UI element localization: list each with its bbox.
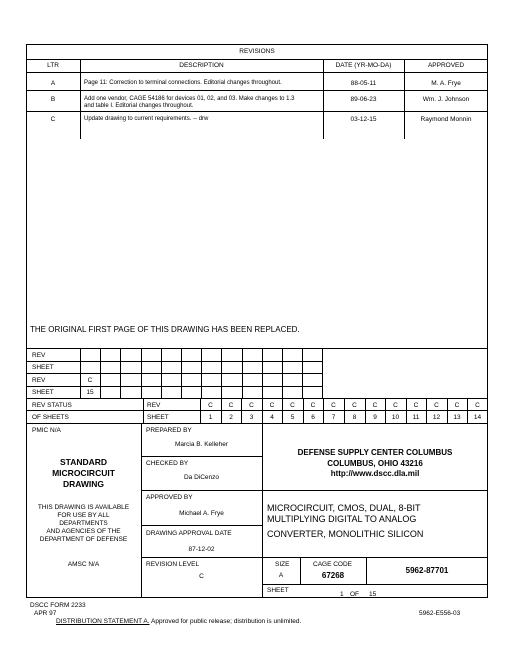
distribution-label: DISTRIBUTION STATEMENT A. [56, 618, 150, 625]
rev-status-rev-cell: C [228, 402, 234, 409]
rev-status-rev-cell: C [434, 402, 439, 409]
replaced-note: THE ORIGINAL FIRST PAGE OF THIS DRAWING HAS BEEN REPLACED. [30, 325, 300, 334]
rev-row-description: Page 11: Correction to terminal connections. Editorial changes throughout. [84, 80, 282, 86]
rev-status-rev-cell: C [413, 402, 419, 409]
rev-status-rev-cell: C [372, 402, 378, 409]
rev-status-sheet-cell: 2 [229, 414, 233, 421]
rev-row-description: Add one vendor, CAGE 54186 for devices 01, 02, and 03. Make changes to 1.3 [84, 96, 295, 102]
grid-line-vertical [161, 348, 162, 398]
standard-title: MICROCIRCUIT [52, 468, 115, 478]
rev-status-rev-cell: C [393, 402, 398, 409]
availability-note: DEPARTMENT OF DEFENSE [39, 536, 128, 543]
grid-rev-value: C [87, 377, 93, 384]
header-ltr: LTR [47, 62, 59, 69]
grid-line-vertical [262, 348, 263, 398]
drawing-title: MICROCIRCUIT, CMOS, DUAL, 8-BIT [267, 503, 421, 513]
rev-row-description: Update drawing to current requirements. -- drw [84, 116, 209, 122]
rev-row-approved: Wm. J. Johnson [422, 96, 470, 103]
rev-row-ltr: C [50, 116, 56, 123]
rev-status-rev-cell: C [310, 402, 316, 409]
grid-label-sheet: SHEET [32, 389, 54, 396]
header-approved: APPROVED [427, 62, 465, 69]
standard-title: DRAWING [62, 479, 105, 489]
rev-status-rev-cell: C [475, 402, 480, 409]
rev-status-rev-cell: C [208, 402, 213, 409]
availability-note: AND AGENCIES OF THE [46, 528, 121, 535]
availability-note: DEPARTMENTS [59, 520, 108, 527]
amsc: AMSC N/A [67, 561, 100, 568]
rev-status-sheet-cell: 11 [412, 414, 420, 421]
sheet-number: 1 [340, 591, 344, 598]
grid-line-vertical [100, 348, 101, 398]
checked-by: Da DiCenzo [183, 474, 220, 481]
grid-line-vertical [181, 348, 182, 398]
grid-label-sheet: SHEET [32, 364, 54, 371]
rev-status-rev-cell: C [331, 402, 336, 409]
header-description: DESCRIPTION [179, 62, 224, 69]
cage-code: 67268 [321, 571, 345, 580]
availability-note: FOR USE BY ALL [57, 512, 110, 519]
rev-status-rev-cell: C [352, 402, 357, 409]
revisions-title: REVISIONS [239, 48, 275, 55]
cage-code-label: CAGE CODE [313, 561, 353, 568]
rev-row-approved: Raymond Monnin [420, 116, 472, 123]
grid-line-vertical [80, 348, 81, 398]
form-number: DSCC FORM 2233 [30, 602, 86, 609]
drawing-title: MULTIPLYING DIGITAL TO ANALOG [267, 514, 417, 524]
prepared-by: Marcia B. Kelleher [174, 441, 229, 448]
rev-status-sheet-label: SHEET [147, 414, 169, 421]
grid-line-vertical [322, 348, 323, 398]
approval-date: 87-12-02 [188, 546, 215, 553]
rev-status-sheet-cell: 9 [373, 414, 377, 421]
part-number: 5962-87701 [405, 566, 449, 575]
pmic: PMIC N/A [32, 427, 61, 434]
rev-row-ltr: B [50, 96, 56, 103]
form-date: APR 97 [34, 610, 57, 617]
rev-status-label: REV STATUS [32, 402, 72, 409]
rev-status-sheet-cell: 8 [352, 414, 357, 421]
distribution-statement [56, 618, 301, 625]
rev-status-rev-cell: C [454, 402, 460, 409]
sheet-total: 15 [369, 591, 377, 598]
rev-row-date: 03-12-15 [350, 116, 377, 123]
standard-title: STANDARD [59, 457, 108, 467]
rev-status-sheet-cell: 12 [432, 414, 441, 421]
dscc-address: COLUMBUS, OHIO 43216 [327, 459, 423, 468]
rev-status-rev-label: REV [147, 402, 161, 409]
approved-by: Michael A. Frye [179, 510, 224, 517]
rev-status-sheet-cell: 10 [391, 414, 400, 421]
size-label: SIZE [275, 561, 290, 568]
approval-date-label: DRAWING APPROVAL DATE [146, 530, 232, 537]
grid-sheet-value: 15 [86, 389, 94, 396]
sheet-label: SHEET [267, 587, 289, 594]
grid-line-vertical [221, 348, 222, 398]
distribution-text: Approved for public release; distribution is unlimited. [149, 618, 302, 625]
rev-status-sheet-cell: 6 [311, 414, 315, 421]
rev-row-ltr: A [50, 80, 56, 87]
rev-status-sheet-cell: 3 [249, 414, 254, 421]
document-number: 5962-E556-03 [419, 610, 461, 617]
dscc-name: DEFENSE SUPPLY CENTER COLUMBUS [297, 448, 453, 457]
grid-line-vertical [120, 348, 121, 398]
grid-label-rev: REV [32, 377, 46, 384]
rev-row-approved: M. A. Frye [431, 80, 461, 87]
grid-line-vertical [141, 348, 142, 398]
grid-line-vertical [201, 348, 202, 398]
revision-level: C [199, 573, 204, 580]
sheet-of-label: OF [350, 591, 360, 598]
rev-status-sheet-cell: 4 [270, 414, 274, 421]
grid-label-rev: REV [32, 352, 46, 359]
rev-status-sheet-cell: 14 [473, 414, 482, 421]
grid-line-vertical [242, 348, 243, 398]
rev-status-sheet-cell: 7 [331, 414, 336, 421]
grid-line-vertical [282, 348, 283, 398]
dscc-url: http://www.dscc.dla.mil [330, 469, 420, 478]
prepared-by-label: PREPARED BY [146, 427, 192, 434]
revision-level-label: REVISION LEVEL [146, 561, 200, 568]
grid-line-vertical [302, 348, 303, 398]
rev-status-rev-cell: C [269, 402, 275, 409]
rev-row-date: 89-06-23 [350, 96, 377, 103]
header-date: DATE (YR-MO-DA) [335, 62, 392, 69]
checked-by-label: CHECKED BY [146, 460, 189, 467]
rev-status-sheet-cell: 5 [290, 414, 295, 421]
availability-note: THIS DRAWING IS AVAILABLE [37, 504, 130, 511]
rev-row-description: and table I. Editorial changes throughout. [84, 103, 194, 109]
size-value: A [278, 572, 284, 579]
approved-by-label: APPROVED BY [146, 494, 193, 501]
rev-status-sheet-cell: 13 [453, 414, 461, 421]
drawing-title: CONVERTER, MONOLITHIC SILICON [267, 529, 424, 539]
rev-status-sheet-cell: 1 [208, 414, 213, 421]
of-sheets-label: OF SHEETS [32, 414, 69, 421]
rev-row-date: 88-05-11 [350, 80, 377, 87]
rev-status-rev-cell: C [249, 402, 254, 409]
rev-status-rev-cell: C [290, 402, 295, 409]
